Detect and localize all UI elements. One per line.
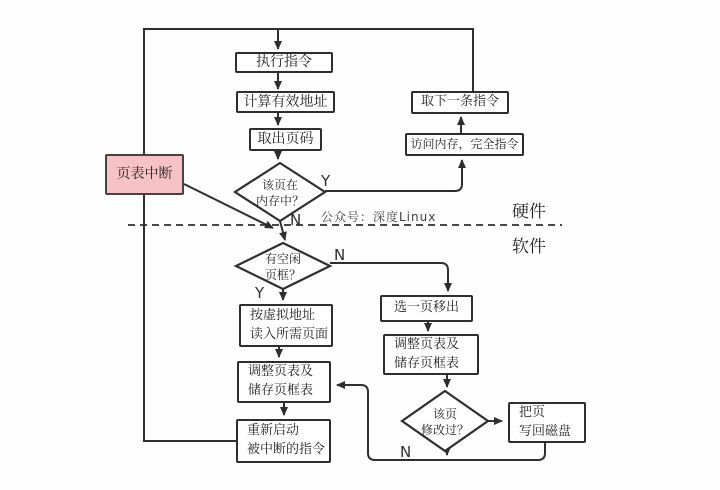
decision-page-in-memory-label: [248, 177, 312, 209]
node-read-required-page-line1: 按虚拟地址: [250, 307, 316, 323]
node-page-table-interrupt-label: 页表中断: [116, 166, 173, 183]
edge-label-inmemory-yes: Y: [321, 172, 331, 190]
node-extract-page-number-label: 取出页码: [257, 131, 314, 148]
free-frame-line1: 有空闲: [264, 252, 301, 266]
edge-label-modified-no: N: [400, 443, 412, 461]
node-access-memory-label: 访问内存，完全指令: [410, 136, 519, 151]
node-restart-line1: 重新启动: [247, 423, 300, 439]
node-access-memory-complete-instruction: [405, 133, 524, 156]
node-write-page-to-disk-line2: 写回磁盘: [519, 423, 572, 439]
node-restart-interrupted-instruction: [236, 419, 331, 463]
node-adjust-page-table-left-line2: 储存页框表: [248, 383, 314, 398]
inmemory-yes-path: [325, 160, 462, 191]
free-frame-line2: 页框？: [264, 268, 301, 283]
node-fetch-next-instruction-label: 取下一条指令: [420, 94, 499, 110]
node-write-page-to-disk: [508, 402, 586, 443]
node-fetch-next-instruction: [411, 91, 509, 114]
freeframe-no-path: [330, 263, 448, 291]
node-restart-line2: 被中断的指令: [247, 442, 326, 457]
node-select-page-to-evict: [380, 295, 473, 322]
node-adjust-page-table-left-line1: 调整页表及: [248, 364, 314, 380]
node-page-table-interrupt: [105, 154, 184, 195]
node-extract-page-number: [249, 128, 322, 151]
node-adjust-page-table-left: [237, 361, 331, 403]
node-execute-instruction-label: 执行指令: [256, 54, 312, 71]
decision-free-page-frame-label: [251, 251, 315, 283]
watermark-text: 公众号：深度Linux: [321, 210, 437, 224]
node-adjust-page-table-right: [383, 334, 479, 375]
in-memory-line2: 内存中？: [255, 194, 304, 209]
node-write-page-to-disk-line1: 把页: [519, 404, 546, 420]
inmemory-no-path: [280, 221, 285, 240]
node-select-page-to-evict-label: 选一页移出: [393, 300, 459, 316]
in-memory-line1: 该页在: [261, 178, 298, 192]
software-region-label: 软件: [512, 237, 546, 257]
node-adjust-page-table-right-line2: 储存页框表: [394, 355, 460, 371]
edge-label-freeframe-yes: Y: [255, 284, 265, 302]
node-compute-effective-address-label: 计算有效地址: [243, 93, 328, 110]
node-read-required-page: [239, 304, 333, 347]
modified-line2: 修改过？: [420, 423, 469, 438]
modified-line1: 该页: [432, 407, 457, 421]
node-compute-effective-address: [236, 91, 335, 113]
node-read-required-page-line2: 读入所需页面: [250, 326, 329, 342]
edge-label-freeframe-no: N: [334, 246, 346, 264]
node-adjust-page-table-right-line1: 调整页表及: [394, 336, 460, 352]
node-execute-instruction: [235, 52, 333, 73]
decision-page-modified-label: [413, 406, 477, 438]
hardware-region-label: 硬件: [512, 202, 546, 222]
edge-label-inmemory-no: N: [290, 211, 302, 229]
